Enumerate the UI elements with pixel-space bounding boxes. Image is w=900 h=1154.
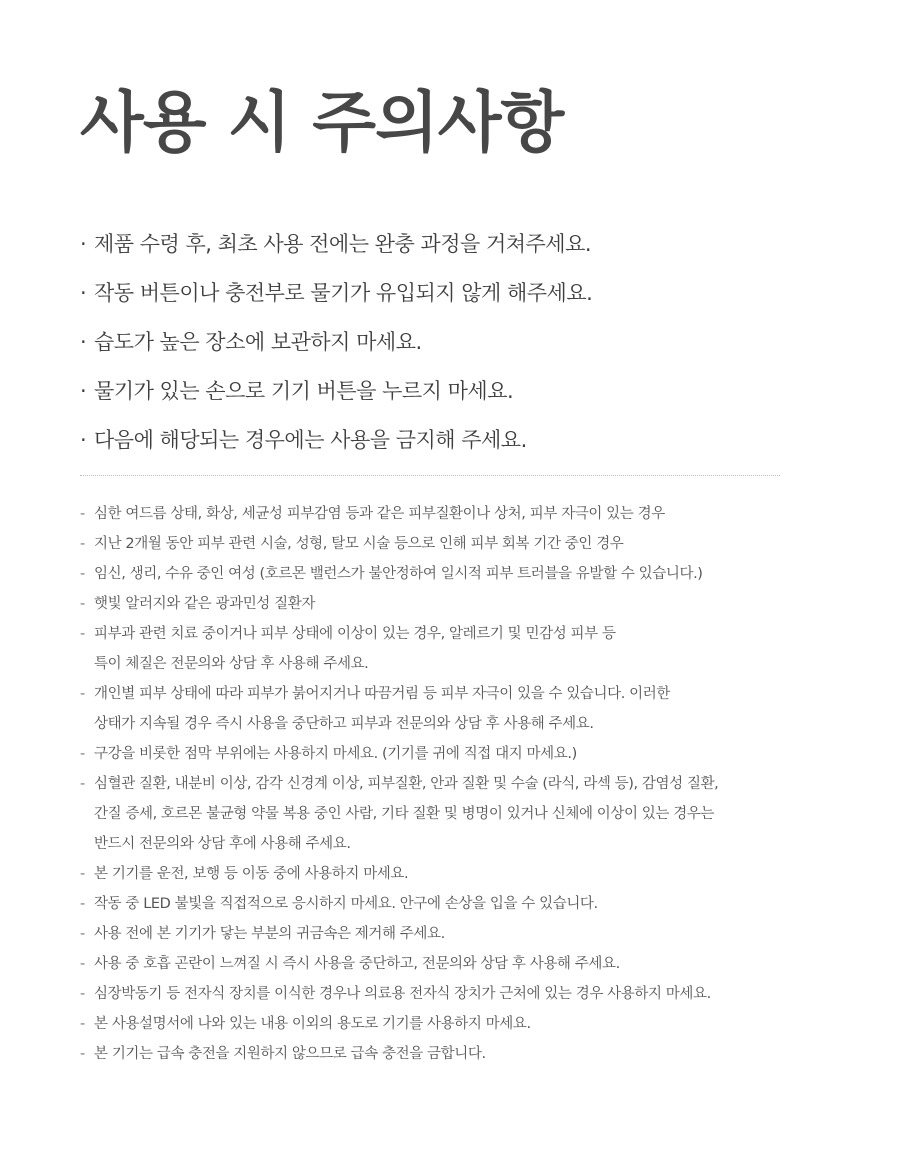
- bullet-symbol: ·: [80, 232, 87, 256]
- contraindication-text: 본 기기는 급속 충전을 지원하지 않으므로 급속 충전을 금합니다.: [94, 1046, 486, 1062]
- bullet-symbol: ·: [80, 379, 87, 403]
- contraindication-text: 사용 중 호흡 곤란이 느껴질 시 즉시 사용을 중단하고, 전문의와 상담 후 사용해 주세요.: [94, 956, 620, 972]
- contraindication-item: [80, 679, 718, 739]
- dash-symbol: -: [80, 626, 85, 642]
- dash-symbol: -: [80, 686, 85, 702]
- contraindication-text: 임신, 생리, 수유 중인 여성 (호르몬 밸런스가 불안정하여 일시적 피부 트러블을 유발할 수 있습니다.): [94, 566, 703, 582]
- dash-symbol: -: [80, 896, 85, 912]
- contraindication-text: 구강을 비롯한 점막 부위에는 사용하지 마세요. (기기를 귀에 직접 대지 마세요.): [94, 746, 577, 762]
- dash-symbol: -: [80, 566, 85, 582]
- dash-symbol: -: [80, 986, 85, 1002]
- bullet-symbol: ·: [80, 428, 87, 452]
- dash-symbol: -: [80, 1016, 85, 1032]
- main-caution-text: 작동 버튼이나 충전부로 물기가 유입되지 않게 해주세요.: [94, 281, 593, 305]
- contraindication-text: 상태가 지속될 경우 즉시 사용을 중단하고 피부과 전문의와 상담 후 사용해 주세요.: [94, 716, 594, 732]
- contraindication-item: [80, 559, 718, 589]
- contraindication-text: 간질 증세, 호르몬 불균형 약물 복용 중인 사람, 기타 질환 및 병명이 있거나 신체에 이상이 있는 경우는: [94, 806, 715, 822]
- contraindication-text: 작동 중 LED 불빛을 직접적으로 응시하지 마세요. 안구에 손상을 입을 수 있습니다.: [94, 896, 598, 912]
- dash-symbol: -: [80, 506, 85, 522]
- contraindication-text: 개인별 피부 상태에 따라 피부가 붉어지거나 따끔거림 등 피부 자극이 있을 수 있습니다. 이러한: [94, 686, 670, 702]
- contraindication-item: [80, 919, 718, 949]
- main-caution-text: 습도가 높은 장소에 보관하지 마세요.: [94, 330, 422, 354]
- contraindication-item: [80, 1039, 718, 1069]
- contraindication-item: [80, 889, 718, 919]
- main-caution-text: 제품 수령 후, 최초 사용 전에는 완충 과정을 거쳐주세요.: [94, 232, 592, 256]
- contraindication-text: 본 기기를 운전, 보행 등 이동 중에 사용하지 마세요.: [94, 866, 409, 882]
- contraindication-text: 피부과 관련 치료 중이거나 피부 상태에 이상이 있는 경우, 알레르기 및 민감성 피부 등: [94, 626, 616, 642]
- contraindication-text: 지난 2개월 동안 피부 관련 시술, 성형, 탈모 시술 등으로 인해 피부 회복 기간 중인 경우: [94, 536, 624, 552]
- dash-symbol: -: [80, 746, 85, 762]
- main-caution-item: [80, 322, 592, 371]
- contraindication-text: 심혈관 질환, 내분비 이상, 감각 신경계 이상, 피부질환, 안과 질환 및 수술 (라식, 라섹 등), 감염성 질환,: [94, 776, 719, 792]
- bullet-symbol: ·: [80, 281, 87, 305]
- contraindication-item: [80, 499, 718, 529]
- dash-symbol: -: [80, 1046, 85, 1062]
- dash-symbol: -: [80, 776, 85, 792]
- main-caution-text: 물기가 있는 손으로 기기 버튼을 누르지 마세요.: [94, 379, 514, 403]
- contraindication-text: 반드시 전문의와 상담 후에 사용해 주세요.: [94, 836, 351, 852]
- bullet-symbol: ·: [80, 330, 87, 354]
- contraindication-item: [80, 979, 718, 1009]
- contraindication-item: [80, 1009, 718, 1039]
- dash-symbol: -: [80, 536, 85, 552]
- contraindication-item: [80, 619, 718, 679]
- main-caution-item: [80, 371, 592, 420]
- contraindication-text: 사용 전에 본 기기가 닿는 부분의 귀금속은 제거해 주세요.: [94, 926, 445, 942]
- dotted-divider: [80, 475, 780, 476]
- contraindication-item: [80, 589, 718, 619]
- dash-symbol: -: [80, 866, 85, 882]
- main-caution-item: [80, 273, 592, 322]
- contraindication-text: 심장박동기 등 전자식 장치를 이식한 경우나 의료용 전자식 장치가 근처에 있는 경우 사용하지 마세요.: [94, 986, 711, 1002]
- contraindication-text: 특이 체질은 전문의와 상담 후 사용해 주세요.: [94, 656, 369, 672]
- main-caution-item: [80, 224, 592, 273]
- main-caution-text: 다음에 해당되는 경우에는 사용을 금지해 주세요.: [94, 428, 527, 452]
- dash-symbol: -: [80, 956, 85, 972]
- contraindication-text: 본 사용설명서에 나와 있는 내용 이외의 용도로 기기를 사용하지 마세요.: [94, 1016, 531, 1032]
- contraindication-item: [80, 739, 718, 769]
- contraindication-text: 심한 여드름 상태, 화상, 세균성 피부감염 등과 같은 피부질환이나 상처, 피부 자극이 있는 경우: [94, 506, 665, 522]
- main-caution-list: [80, 224, 592, 469]
- dash-symbol: -: [80, 596, 85, 612]
- contraindication-list: [80, 499, 718, 1069]
- contraindication-text: 햇빛 알러지와 같은 광과민성 질환자: [94, 596, 315, 612]
- dash-symbol: -: [80, 926, 85, 942]
- page-title: 사용 시 주의사항: [80, 84, 564, 161]
- main-caution-item: [80, 420, 592, 469]
- contraindication-item: [80, 769, 718, 859]
- contraindication-item: [80, 859, 718, 889]
- contraindication-item: [80, 529, 718, 559]
- contraindication-item: [80, 949, 718, 979]
